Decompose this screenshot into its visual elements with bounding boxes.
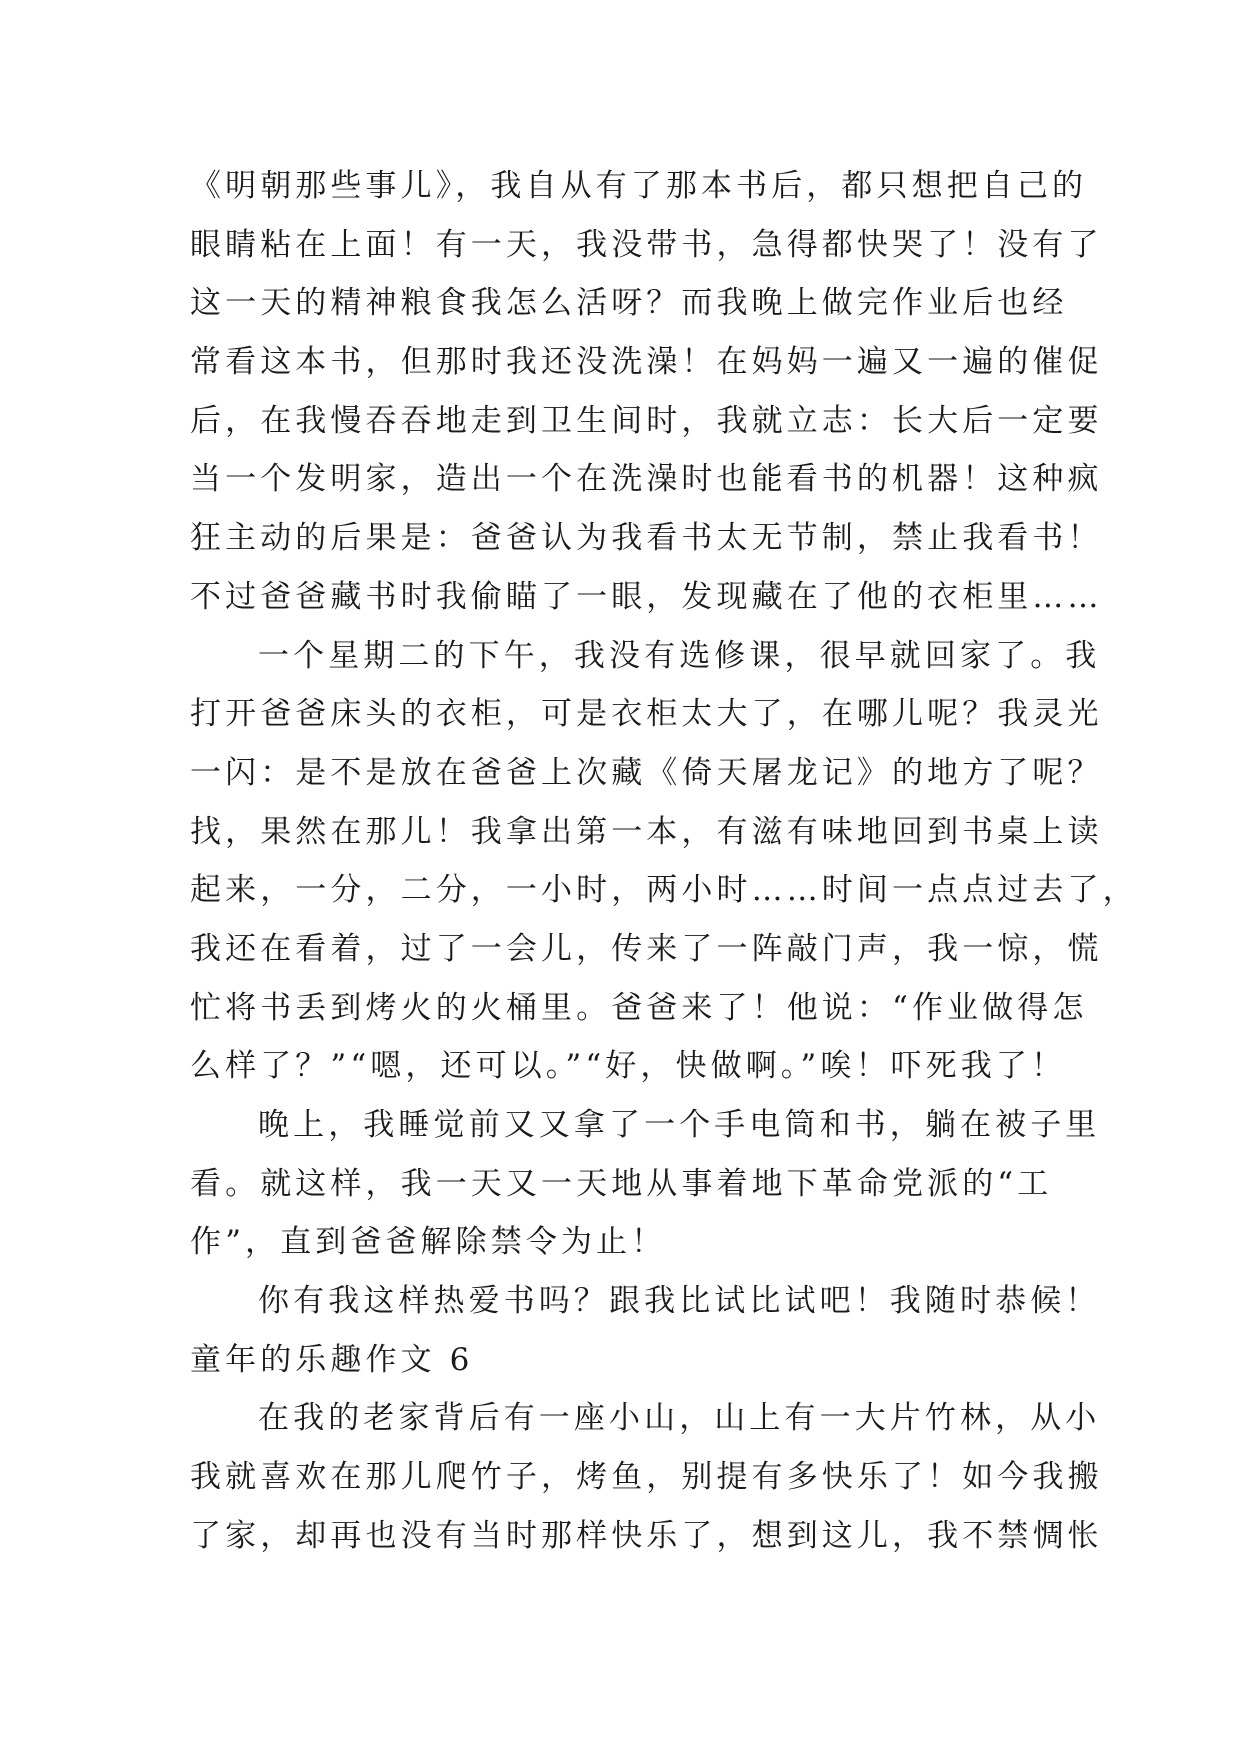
text-line: 看。就这样，我一天又一天地从事着地下革命党派的“工 — [190, 1165, 1053, 1202]
text-line: 起来，一分，二分，一小时，两小时……时间一点点过去了， — [190, 872, 1138, 909]
text-line: 么样了？”“嗯，还可以。”“好，快做啊。”唉！吓死我了！ — [190, 1048, 1067, 1085]
text-line: 忙将书丢到烤火的火桶里。爸爸来了！他说：“作业做得怎 — [190, 989, 1088, 1026]
paragraph-first-line: 晚上，我睡觉前又又拿了一个手电筒和书，躺在被子里 — [258, 1107, 1101, 1143]
text-line: 我还在看着，过了一会儿，传来了一阵敲门声，我一惊，慌 — [190, 930, 1103, 967]
text-line: 一闪：是不是放在爸爸上次藏《倚天屠龙记》的地方了呢？ — [190, 754, 1103, 791]
section-heading: 童年的乐趣作文 6 — [190, 1341, 474, 1378]
paragraph-first-line: 在我的老家背后有一座小山，山上有一大片竹林，从小 — [258, 1400, 1101, 1437]
paragraph-first-line: 一个星期二的下午，我没有选修课，很早就回家了。我 — [258, 637, 1101, 674]
text-line: 不过爸爸藏书时我偷瞄了一眼，发现藏在了他的衣柜里…… — [190, 578, 1103, 615]
text-line: 当一个发明家，造出一个在洗澡时也能看书的机器！这种疯 — [190, 461, 1103, 498]
text-line: 我就喜欢在那儿爬竹子，烤鱼，别提有多快乐了！如今我搬 — [190, 1459, 1103, 1496]
text-line: 后，在我慢吞吞地走到卫生间时，我就立志：长大后一定要 — [190, 402, 1103, 439]
text-line: 眼睛粘在上面！有一天，我没带书，急得都快哭了！没有了 — [190, 226, 1103, 263]
text-line: 这一天的精神粮食我怎么活呀？而我晚上做完作业后也经 — [190, 285, 1068, 322]
text-line: 打开爸爸床头的衣柜，可是衣柜太大了，在哪儿呢？我灵光 — [190, 696, 1103, 733]
paragraph-first-line: 你有我这样热爱书吗？跟我比试比试吧！我随时恭候！ — [258, 1283, 1101, 1320]
body-text — [190, 157, 1138, 1566]
text-line: 狂主动的后果是：爸爸认为我看书太无节制，禁止我看书！ — [190, 520, 1103, 557]
text-line: 作”，直到爸爸解除禁令为止！ — [190, 1224, 667, 1261]
text-line: 了家，却再也没有当时那样快乐了，想到这儿，我不禁惆怅 — [190, 1517, 1103, 1554]
text-line: 常看这本书，但那时我还没洗澡！在妈妈一遍又一遍的催促 — [190, 344, 1103, 381]
text-line: 《明朝那些事儿》，我自从有了那本书后，都只想把自己的 — [190, 168, 1088, 204]
text-line: 找，果然在那儿！我拿出第一本，有滋有味地回到书桌上读 — [190, 813, 1103, 850]
